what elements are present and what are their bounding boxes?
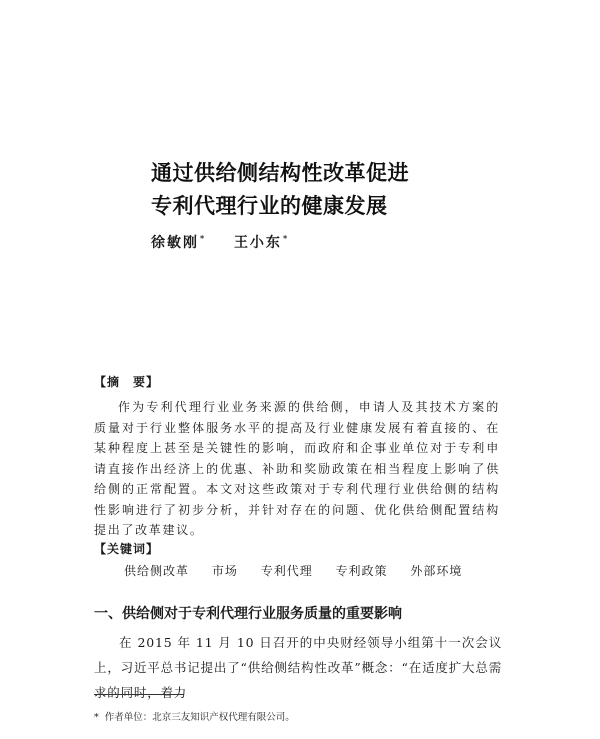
- title-line-2: 专利代理行业的健康发展: [151, 194, 388, 218]
- keyword-item: 专利政策: [335, 564, 388, 578]
- author-footnote-mark: *: [282, 233, 290, 244]
- footnote-divider: [94, 694, 184, 695]
- keyword-item: 供给侧改革: [124, 564, 190, 578]
- footnote-mark: *: [94, 712, 99, 723]
- keyword-item: 专利代理: [260, 564, 313, 578]
- keyword-item: 市场: [211, 564, 238, 578]
- author-footnote-mark: *: [200, 233, 207, 244]
- body-paragraph: 在 2015 年 11 月 10 日召开的中央财经领导小组第十一次会议上，习近平总书记提出了“供给侧结构性改革”概念：“在适度扩大总需求的同时，着力: [94, 635, 502, 700]
- abstract-text: 作为专利代理行业业务来源的供给侧，申请人及其技术方案的质量对于行业整体服务水平的提高及行业健康发展有着直接的、在某种程度上甚至是关键性的影响，而政府和企事业单位对于专利申请直接作出经济上的优惠、补助和奖励政策在相当程度上影响了供给侧的正常配置。本文对这些政策对于专利代理行业供给侧的结构性影响进行了初步分析，并针对存在的问题、优化供给侧配置结构提出了改革建议。: [94, 400, 500, 537]
- footnote-text: 作者单位：北京三友知识产权代理有限公司。: [104, 712, 295, 723]
- abstract-label: 【摘 要】: [94, 375, 160, 389]
- footnote: [94, 709, 295, 723]
- title-line-1: 通过供给侧结构性改革促进: [151, 161, 409, 185]
- author-list: [151, 232, 289, 252]
- keyword-list: [124, 562, 480, 579]
- section-heading: 一、供给侧对于专利代理行业服务质量的重要影响: [94, 606, 402, 622]
- author-name: 徐敏刚: [151, 235, 199, 251]
- author-name: 王小东: [233, 235, 282, 251]
- keywords-label: 【关键词】: [94, 542, 160, 556]
- keyword-item: 外部环境: [410, 564, 463, 578]
